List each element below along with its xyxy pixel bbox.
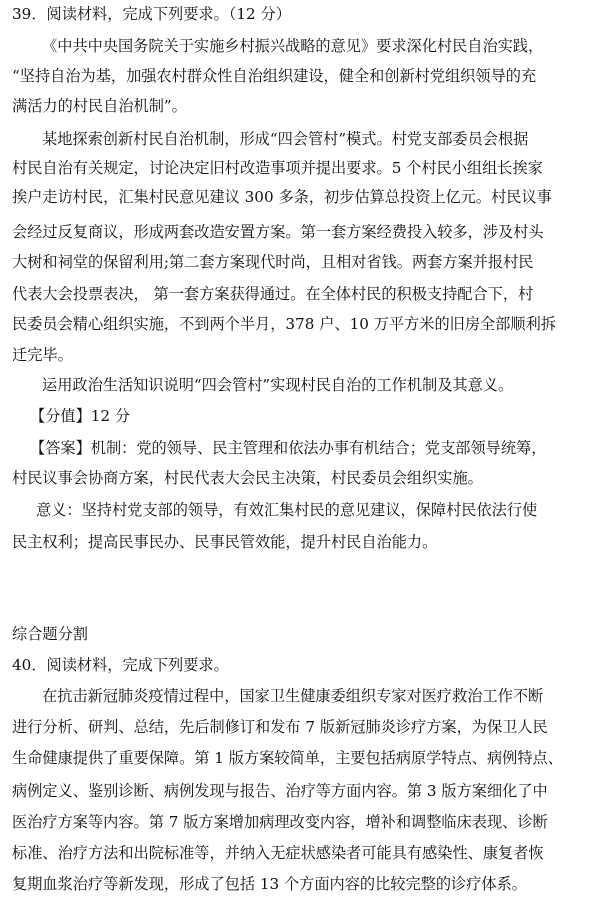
q39-para1-line: 《中共中央国务院关于实施乡村振兴战略的意见》要求深化村民自治实践， xyxy=(42,37,544,55)
q39-score: 【分值】12 分 xyxy=(30,407,131,425)
q39-answer-line: 村民议事会协商方案，村民代表大会民主决策，村民委员会组织实施。 xyxy=(12,469,483,487)
q39-para2-line: 大树和祠堂的保留利用;第二套方案现代时尚，且相对省钱。两套方案并报村民 xyxy=(12,253,534,271)
q40-para1-line: 医治疗方案等内容。第 7 版方案增加病理改变内容，增补和调整临床表现、诊断 xyxy=(12,813,548,831)
q39-para2-line: 迁完毕。 xyxy=(12,346,73,364)
q39-para2-line: 某地探索创新村民自治机制，形成“四会管村”模式。村党支部委员会根据 xyxy=(42,130,529,148)
q39-para2-line: 代表大会投票表决， 第一套方案获得通过。在全体村民的积极支持配合下，村 xyxy=(12,285,534,303)
q39-para2-line: 挨户走访村民，汇集村民意见建议 300 多条，初步估算总投资上亿元。村民议事 xyxy=(12,188,552,206)
section-divider: 综合题分割 xyxy=(12,625,88,643)
q39-para2-line: 村民自治有关规定，讨论决定旧村改造事项并提出要求。5 个村民小组组长挨家 xyxy=(12,159,543,177)
q39-para1-line: 满活力的村民自治机制”。 xyxy=(12,97,187,115)
q40-para1-line: 生命健康提供了重要保障。第 1 版方案较简单，主要包括病原学特点、病例特点、 xyxy=(12,749,563,767)
q40-para1-line: 病例定义、鉴别诊断、病例发现与报告、治疗等方面内容。第 3 版方案细化了中 xyxy=(12,782,548,800)
q39-question: 运用政治生活知识说明“四会管村”实现村民自治的工作机制及其意义。 xyxy=(42,376,514,394)
q39-para1-line: “坚持自治为基，加强农村群众性自治组织建设，健全和创新村党组织领导的充 xyxy=(12,67,537,85)
q39-meaning-line: 意义：坚持村党支部的领导，有效汇集村民的意见建议，保障村民依法行使 xyxy=(36,501,538,519)
q39-meaning-line: 民主权利；提高民事民办、民事民管效能，提升村民自治能力。 xyxy=(12,533,438,551)
q40-para1-line: 复期血浆治疗等新发现，形成了包括 13 个方面内容的比较完整的诊疗体系。 xyxy=(12,875,527,893)
q40-para1-line: 在抗击新冠肺炎疫情过程中，国家卫生健康委组织专家对医疗救治工作不断 xyxy=(42,687,544,705)
q39-para2-line: 民委员会精心组织实施，不到两个半月，378 户、10 万平方米的旧房全部顺利拆 xyxy=(12,315,556,333)
q40-title: 40．阅读材料，完成下列要求。 xyxy=(12,656,229,674)
q39-answer-line: 【答案】机制：党的领导、民主管理和依法办事有机结合；党支部领导统筹， xyxy=(30,439,547,457)
q40-para1-line: 进行分析、研判、总结，先后制修订和发布 7 版新冠肺炎诊疗方案，为保卫人民 xyxy=(12,718,548,736)
q39-para2-line: 会经过反复商议，形成两套改造安置方案。第一套方案经费投入较多，涉及村头 xyxy=(12,223,544,241)
q40-para1-line: 标准、治疗方法和出院标准等，并纳入无症状感染者可能具有感染性、康复者恢 xyxy=(12,844,544,862)
q39-title: 39．阅读材料，完成下列要求。（12 分） xyxy=(12,5,291,23)
